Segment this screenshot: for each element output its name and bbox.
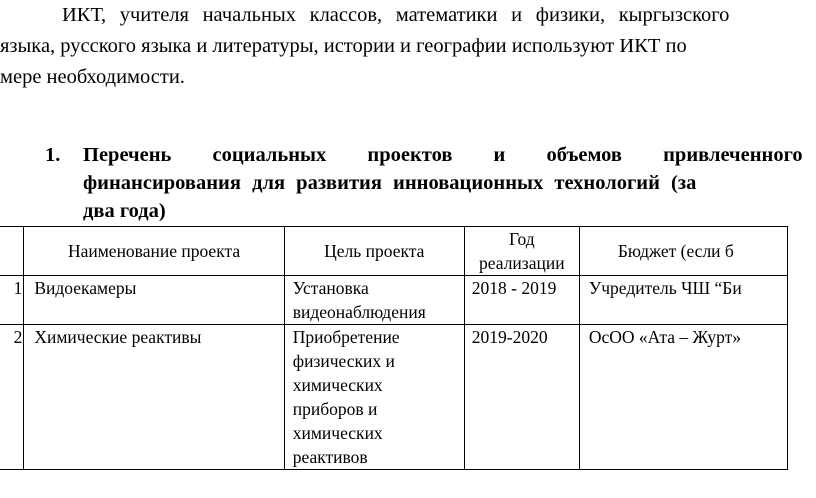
row-num-cell: 2 <box>0 325 24 470</box>
row-year-cell: 2018 - 2019 <box>464 276 579 325</box>
paragraph-line: ИКТ, учителя начальных классов, математики и физики, кыргызского <box>62 4 730 26</box>
heading-line: два года) <box>83 200 166 222</box>
row-name-cell: Химические реактивы <box>24 325 284 470</box>
row-goal-cell <box>284 276 464 325</box>
header-num-cell <box>0 227 24 276</box>
header-year-line: Год <box>508 229 535 249</box>
heading-line: финансирования для развития инновационных технологий (за <box>83 172 697 194</box>
paragraph-line: языка, русского языка и литературы, истории и географии используют ИКТ по <box>0 35 687 57</box>
goal-line: химических <box>292 375 383 395</box>
heading-line: Перечень социальных проектов и объемов привлеченного <box>83 144 803 166</box>
goal-line: приборов и <box>292 399 378 419</box>
row-goal-cell <box>284 325 464 470</box>
goal-line: Установка <box>292 278 369 298</box>
header-year-cell <box>464 227 579 276</box>
goal-line: химических <box>292 423 383 443</box>
row-budget-cell: Учредитель ЧШ “Би <box>579 276 787 325</box>
table-row <box>0 276 788 325</box>
header-year-line: реализации <box>479 253 565 273</box>
row-year-cell: 2019-2020 <box>464 325 579 470</box>
projects-table <box>0 226 788 470</box>
heading-text <box>83 141 803 225</box>
header-goal-cell: Цель проекта <box>284 227 464 276</box>
row-num-cell: 1 <box>0 276 24 325</box>
table-header-row <box>0 227 788 276</box>
goal-line: Приобретение <box>292 327 400 347</box>
intro-paragraph <box>0 0 816 93</box>
table-row <box>0 325 788 470</box>
row-name-cell: Видоекамеры <box>24 276 284 325</box>
header-budget-cell: Бюджет (если б <box>579 227 787 276</box>
paragraph-line: мере необходимости. <box>0 66 185 88</box>
goal-line: физических и <box>292 351 395 371</box>
heading-number: 1. <box>45 144 61 166</box>
goal-line: видеонаблюдения <box>292 302 426 322</box>
goal-line: реактивов <box>292 447 368 467</box>
row-budget-cell: ОсОО «Ата – Журт» <box>579 325 787 470</box>
header-name-cell: Наименование проекта <box>24 227 284 276</box>
